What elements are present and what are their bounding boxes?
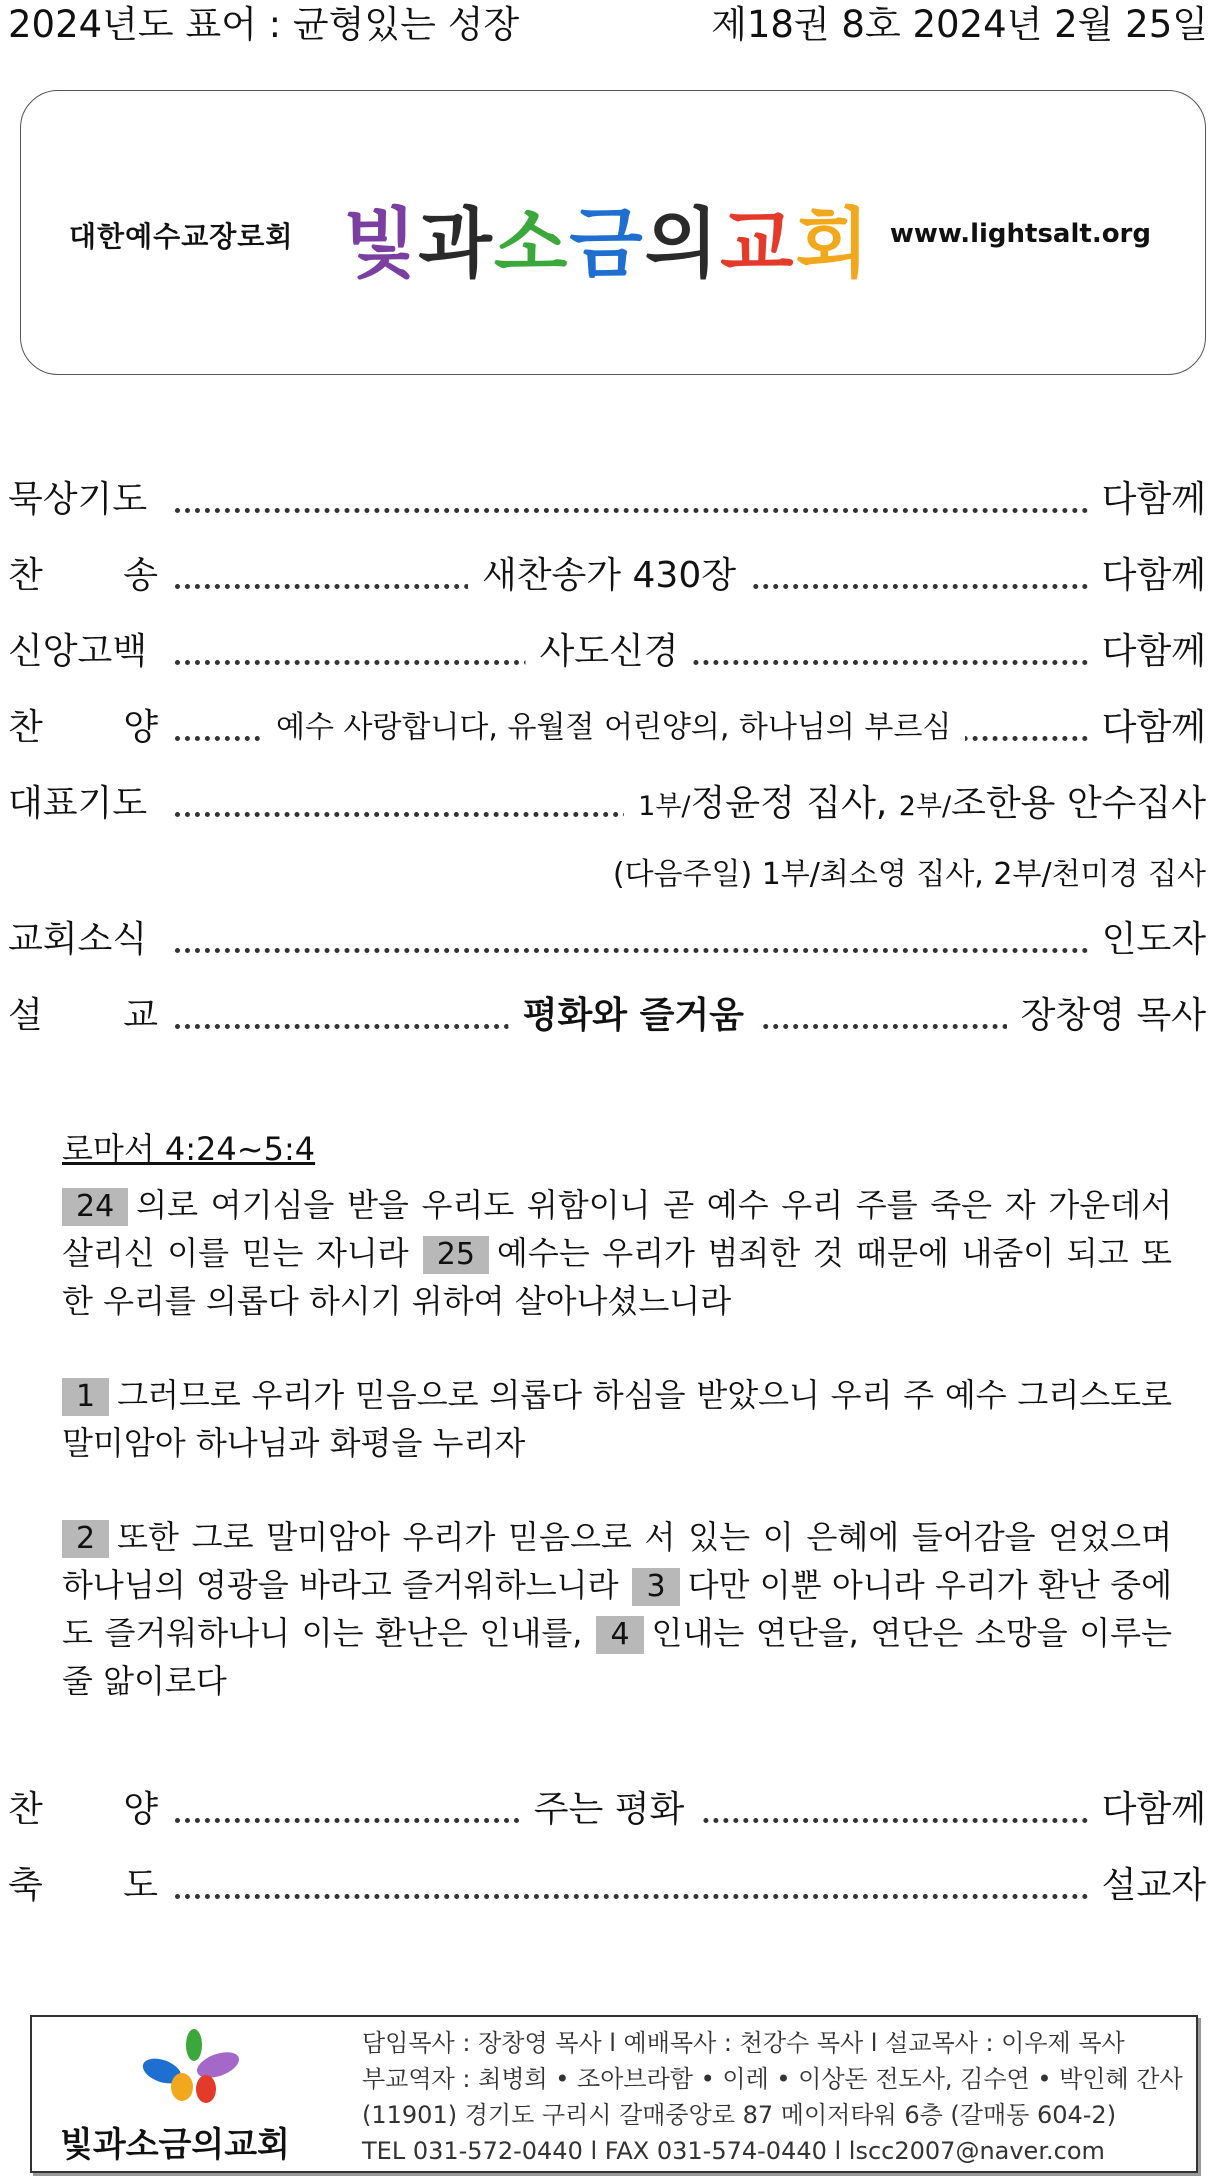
prayer-leader-2: 조한용 안수집사: [951, 783, 1206, 824]
order-who: 다함께: [1088, 1780, 1206, 1840]
order-label: 신앙고백: [8, 631, 148, 672]
issue-info: 제18권 8호 2024년 2월 25일: [711, 3, 1208, 46]
scripture-reading: [62, 1125, 1172, 1751]
worship-order: [0, 470, 1218, 1062]
verse-number: 2: [62, 1520, 109, 1558]
verse-text: 그러므로 우리가 믿음으로 의롭다 하심을 받았으니 우리 주 예수 그리스도로 말미암아 하나님과 화평을 누리자: [62, 1376, 1172, 1462]
order-who: 인도자: [1088, 910, 1206, 970]
order-row: [0, 774, 1218, 850]
service-1-tag: 1부/: [638, 791, 691, 822]
label-char: 찬: [8, 1789, 43, 1830]
scripture-paragraph: [62, 1371, 1172, 1467]
order-label: [8, 986, 158, 1046]
staff-line: 부교역자 : 최병희 • 조아브라함 • 이레 • 이상돈 전도사, 김수연 • 박인혜 간사: [362, 2065, 1183, 2093]
title-char: 교: [720, 199, 796, 288]
verse-text: 또한 그로 말미암아 우리가 믿음으로 서 있는 이 은혜에 들어감을 얻었으며 하나님의 영광을 바라고 즐거워하느니라: [62, 1518, 1172, 1604]
order-label: 묵상기도: [8, 479, 148, 520]
order-row: [0, 470, 1218, 546]
footer-church-name: 빛과소금의교회: [60, 2125, 290, 2165]
prayer-leader-1: 정윤정 집사,: [690, 783, 888, 824]
pastors-line: 담임목사 : 장창영 목사 l 예배목사 : 천강수 목사 l 설교목사 : 이우제 목사: [362, 2029, 1125, 2057]
order-row: [0, 546, 1218, 622]
order-label: [8, 546, 158, 606]
verse-number: 24: [62, 1188, 128, 1226]
next-week-text: (다음주일) 1부/최소영 집사, 2부/천미경 집사: [612, 857, 1206, 892]
order-middle: 예수 사랑합니다, 유월절 어린양의, 하나님의 부르심: [262, 698, 965, 758]
order-who: 다함께: [1088, 470, 1206, 530]
verse-number: 1: [62, 1378, 109, 1416]
footer-lines: [362, 2025, 1183, 2169]
order-who: 장창영 목사: [1007, 986, 1206, 1046]
label-char: 축: [8, 1865, 43, 1906]
church-logo-icon: [132, 2027, 252, 2122]
label-char: 설: [8, 995, 43, 1036]
order-label: [8, 698, 158, 758]
top-bar: [0, 0, 1218, 50]
title-char: 금: [569, 199, 645, 288]
website-link[interactable]: www.lightsalt.org: [889, 219, 1151, 249]
dot-leader: [175, 948, 1198, 953]
order-label: [8, 1856, 158, 1916]
order-label: 교회소식: [8, 919, 148, 960]
label-char: 송: [123, 555, 158, 596]
year-motto: 2024년도 표어 : 균형있는 성장: [8, 3, 520, 46]
scripture-paragraph: [62, 1513, 1172, 1705]
sermon-title: 평화와 즐거움: [509, 986, 758, 1046]
label-char: 교: [123, 995, 158, 1036]
masthead: [20, 90, 1206, 375]
order-who: 다함께: [1088, 698, 1206, 758]
label-char: 찬: [8, 707, 43, 748]
verse-text: 인내는 연단을, 연단은 소망을 이루는 줄 앎이로다: [62, 1614, 1172, 1700]
title-char: 회: [795, 199, 871, 288]
next-week-prayer: [0, 850, 1218, 910]
verse-text: 다만 이뿐 아니라 우리가 환난 중에도 즐거워하나니 이는 환난은 인내를,: [62, 1566, 1172, 1652]
scripture-body: [62, 1181, 1172, 1705]
scripture-reference: 로마서 4:24~5:4: [62, 1130, 316, 1168]
scripture-paragraph: [62, 1181, 1172, 1325]
footer-info: [30, 2015, 1198, 2173]
order-middle: 사도신경: [525, 622, 692, 682]
label-char: 양: [123, 707, 158, 748]
address-line: (11901) 경기도 구리시 갈매중앙로 87 메이저타워 6층 (갈매동 604-2): [362, 2101, 1117, 2129]
verse-text: 의로 여기심을 받을 우리도 위함이니 곧 예수 우리 주를 죽은 자 가운데서 살리신 이를 믿는 자니라: [62, 1186, 1172, 1272]
service-2-tag: 2부/: [898, 791, 952, 822]
label-char: 양: [123, 1789, 158, 1830]
label-char: 찬: [8, 555, 43, 596]
order-row: [0, 1856, 1218, 1932]
order-row: [0, 1780, 1218, 1856]
contact-line: TEL 031-572-0440 l FAX 031-574-0440 l lscc2007@naver.com: [362, 2137, 1105, 2165]
order-who: 다함께: [1088, 546, 1206, 606]
order-row: [0, 698, 1218, 774]
dot-leader: [175, 1894, 1198, 1899]
verse-number: 3: [632, 1568, 679, 1606]
order-label: 대표기도: [8, 783, 148, 824]
denomination: 대한예수교장로회: [69, 220, 294, 253]
order-middle: 새찬송가 430장: [468, 546, 750, 606]
church-title: [343, 183, 871, 292]
order-who: 설교자: [1088, 1856, 1206, 1916]
title-char: 과: [418, 199, 494, 288]
title-char: 소: [493, 199, 570, 288]
order-row: [0, 910, 1218, 986]
verse-number: 4: [596, 1616, 643, 1654]
order-who: 다함께: [1088, 622, 1206, 682]
order-row: [0, 986, 1218, 1062]
order-middle: 주는 평화: [520, 1780, 699, 1840]
verse-text: 예수는 우리가 범죄한 것 때문에 내줌이 되고 또한 우리를 의롭다 하시기 위하여 살아나셨느니라: [62, 1234, 1172, 1320]
dot-leader: [175, 508, 1198, 513]
prayer-leaders: [624, 774, 1206, 837]
label-char: 도: [123, 1865, 158, 1906]
order-label: [8, 1780, 158, 1840]
title-char: 빛: [343, 199, 419, 288]
title-char: 의: [644, 199, 721, 288]
closing-order: [0, 1780, 1218, 1932]
verse-number: 25: [423, 1236, 489, 1274]
order-row: [0, 622, 1218, 698]
